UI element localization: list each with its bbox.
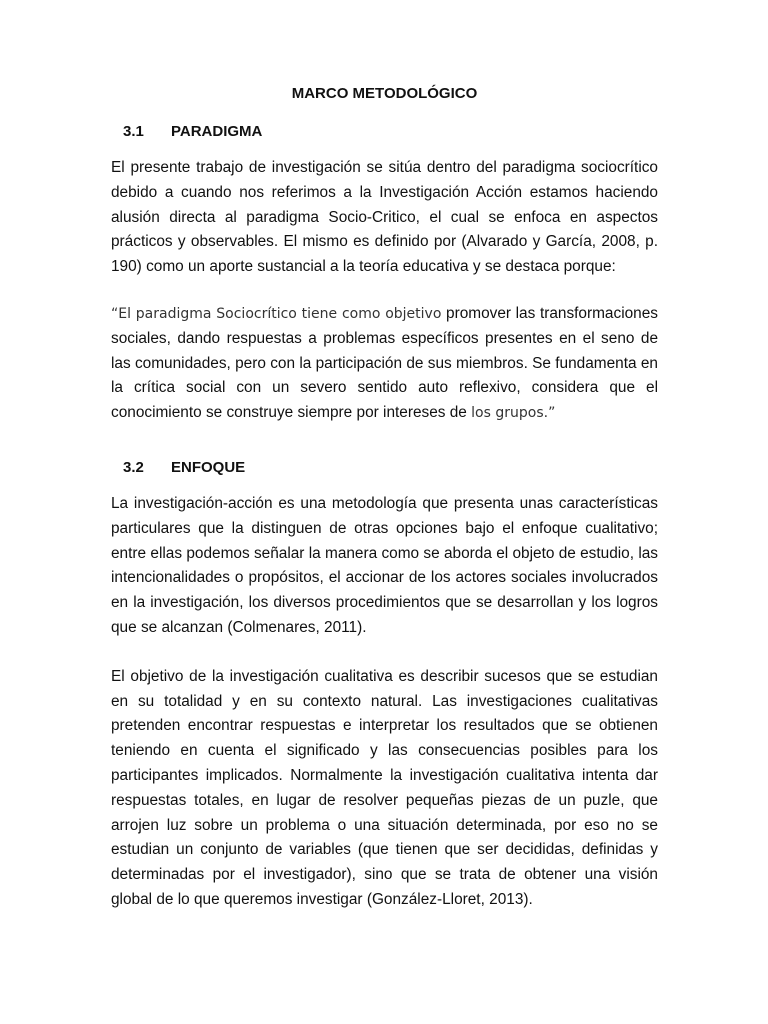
block-quote: [111, 302, 658, 426]
paragraph-enfoque-2: El objetivo de la investigación cualitativa es describir sucesos que se estudian en su totalidad y en su contexto natural. Las investigaciones cualitativas pretenden encontrar respuestas e interpretar los resultados que se obtienen teniendo en cuenta el significado y las consecuencias posibles para los participantes implicados. Normalmente la investigación cualitativa intenta dar respuestas totales, en lugar de resolver pequeñas piezas de un puzle, que arrojen luz sobre un problema o una situación determinada, por eso no se estudian un conjunto de variables (que tienen que ser decididas, definidas y determinadas por el investigador), sino que se trata de obtener una visión global de lo que queremos investigar (González-Lloret, 2013).: [111, 667, 658, 908]
quote-tail: los grupos.: [471, 405, 549, 422]
quote-close-mark: ”: [548, 405, 556, 422]
document-body: [111, 82, 658, 913]
page-title: MARCO METODOLÓGICO: [291, 85, 478, 102]
section-number: 3.2: [123, 458, 144, 476]
quote-lead: El paradigma Sociocrítico tiene como objetivo: [118, 305, 442, 322]
paragraph-paradigma: El presente trabajo de investigación se sitúa dentro del paradigma sociocrítico debido a cuando nos referimos a la Investigación Acción estamos haciendo alusión directa al paradigma Socio-Critico, el cual se enfoca en aspectos prácticos y observables. El mismo es definido por (Alvarado y García, 2008, p. 190) como un aporte sustancial a la teoría educativa y se destaca porque:: [111, 159, 658, 276]
paragraph-enfoque-1: La investigación-acción es una metodología que presenta unas características particulares que la distinguen de otras opciones bajo el enfoque cualitativo; entre ellas podemos señalar la manera como se aborda el objeto de estudio, las intencionalidades o propósitos, el accionar de los actores sociales involucrados en la investigación, los diversos procedimientos que se desarrollan y los logros que se alcanzan (Colmenares, 2011).: [111, 494, 658, 636]
section-title: ENFOQUE: [171, 458, 246, 476]
section-heading-paradigma: [123, 120, 658, 144]
section-heading-enfoque: [123, 456, 658, 480]
section-title: PARADIGMA: [171, 123, 263, 140]
quote-body: promover las transformaciones sociales, dando respuestas a problemas específicos presentes en el seno de las comunidades, pero con la participación de sus miembros. Se fundamenta en la crítica social con un severo sentido auto reflexivo, considera que el conocimiento se construye siempre por intereses de: [111, 304, 658, 422]
section-number: 3.1: [123, 123, 144, 140]
quote-open-mark: “: [111, 305, 119, 322]
